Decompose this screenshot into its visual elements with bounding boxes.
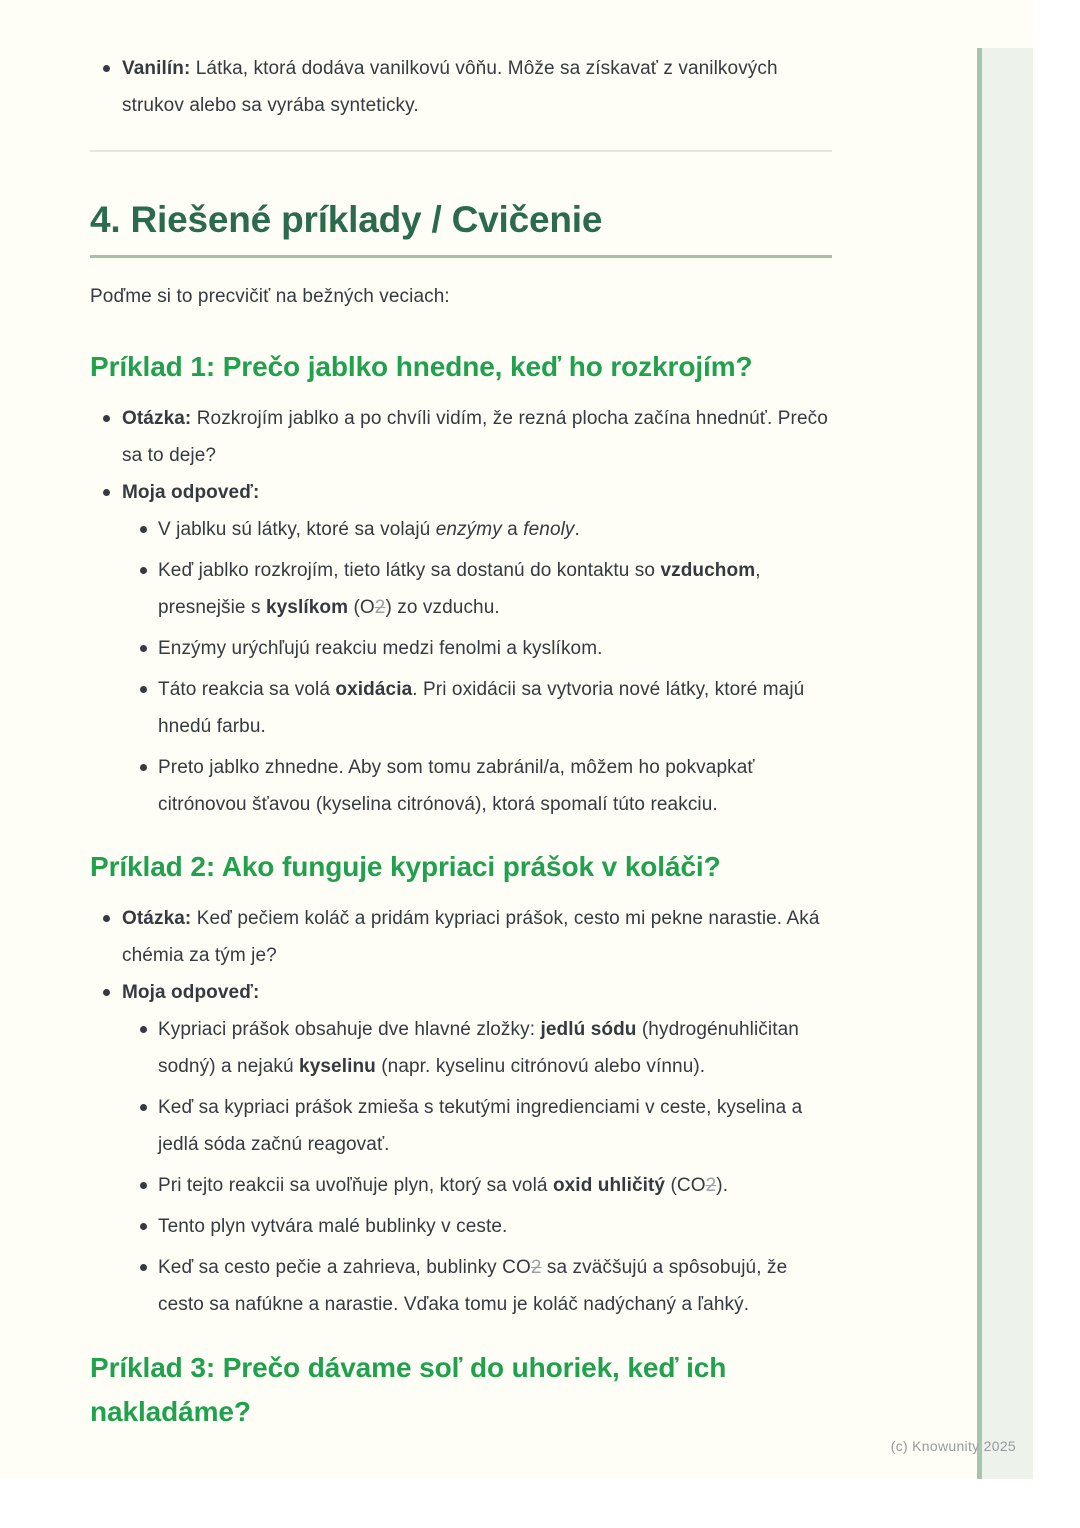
plain-text: (CO [665,1175,706,1196]
plain-text: ). [716,1175,729,1196]
section-title: 4. Riešené príklady / Cvičenie [90,199,603,240]
answer-point [122,1208,832,1245]
answer-label [122,474,832,511]
struck-subscript: 2 [374,597,386,618]
bullet-dot [140,645,147,652]
bold-text: oxidácia [335,679,413,700]
page-edge-strip [977,48,1033,1479]
plain-text: sa zväčšujú a spôsobujú, že cesto sa nafúkne a narastie. Vďaka tomu je koláč nadýchaný a ľahký. [158,1257,788,1315]
answer-point [122,671,832,745]
plain-text: (napr. kyselinu citrónovú alebo vínnu). [375,1056,706,1077]
bullet-dot [103,489,110,496]
bold-text: Vanilín: [122,58,191,79]
answer-label [122,974,832,1011]
bullet-dot [140,1223,147,1230]
lead-paragraph: Poďme si to precvičiť na bežných veciach: [90,286,450,307]
question-item [90,400,832,474]
bold-text: kyslíkom [265,597,349,618]
plain-text: (hydrogénuhličitan sodný) a nejakú [158,1019,799,1077]
example-2-title: Príklad 2: Ako funguje kypriaci prášok v koláči? [90,851,721,882]
plain-text: , presnejšie s [158,560,761,618]
plain-text: Rozkrojím jablko a po chvíli vidím, že rezná plocha začína hnednúť. Prečo sa to deje? [122,408,828,466]
bold-text: Moja odpoveď: [122,982,260,1003]
plain-text: Keď pečiem koláč a pridám kypriaci prášok, cesto mi pekne narastie. Aká chémia za tým je? [122,908,820,966]
example-3-title: Príklad 3: Prečo dávame soľ do uhoriek, keď ich nakladáme? [90,1352,727,1427]
plain-text: Keď jablko rozkrojím, tieto látky sa dostanú do kontaktu so [158,560,661,581]
section-divider [90,150,832,152]
bullet-dot [140,567,147,574]
bullet-dot [140,764,147,771]
answer-point [122,511,832,548]
answer-item [90,474,832,827]
content-area [90,0,832,1434]
bullet-dot [140,1264,147,1271]
answer-text [158,630,832,667]
plain-text: Tento plyn vytvára malé bublinky v ceste. [158,1216,508,1237]
bullet-dot [140,526,147,533]
bullet-dot [140,1182,147,1189]
plain-text: (O [348,597,375,618]
bullet-dot [140,686,147,693]
plain-text: . Pri oxidácii sa vytvoria nové látky, ktoré majú hnedú farbu. [158,679,805,737]
bullet-dot [103,989,110,996]
bold-text: Otázka: [122,408,192,429]
bold-text: vzduchom [660,560,756,581]
example-1-list [90,400,832,827]
answer-point [122,749,832,823]
answer-point [122,1089,832,1163]
answer-text [158,1249,832,1323]
answer-text [158,671,832,745]
plain-text: ) zo vzduchu. [385,597,500,618]
plain-text: Látka, ktorá dodáva vanilkovú vôňu. Môže sa získavať z vanilkových strukov alebo sa vyrába synteticky. [122,58,778,116]
answer-text [158,1167,832,1204]
struck-subscript: 2 [705,1175,717,1196]
italic-text: enzýmy [435,519,502,540]
example-1-title: Príklad 1: Prečo jablko hnedne, keď ho rozkrojím? [90,351,753,382]
plain-text: Pri tejto reakcii sa uvoľňuje plyn, ktorý sa volá [158,1175,553,1196]
example-2-list [90,900,832,1327]
bullet-dot [103,415,110,422]
answer-item [90,974,832,1327]
answer-text [158,1208,832,1245]
question-item [90,900,832,974]
plain-text: Táto reakcia sa volá [158,679,336,700]
bold-text: kyselinu [299,1056,376,1077]
answer-sublist [122,1011,832,1323]
bold-text: Otázka: [122,908,192,929]
answer-text [158,1011,832,1085]
answer-text [158,1089,832,1163]
bold-text: jedlú sódu [540,1019,637,1040]
answer-point [122,1011,832,1085]
plain-text: Enzýmy urýchľujú reakciu medzi fenolmi a kyslíkom. [158,638,603,659]
answer-point [122,552,832,626]
plain-text: V jablku sú látky, ktoré sa volajú [158,519,436,540]
answer-text [158,511,832,548]
list-item [90,50,832,124]
question-text [122,900,832,974]
bold-text: Moja odpoveď: [122,482,260,503]
plain-text: a [501,519,524,540]
italic-text: fenoly [523,519,575,540]
answer-sublist [122,511,832,823]
section-title-underline [90,255,832,258]
answer-point [122,1249,832,1323]
answer-point [122,1167,832,1204]
plain-text: Kypriaci prášok obsahuje dve hlavné zložky: [158,1019,541,1040]
answer-text [158,749,832,823]
plain-text: Keď sa kypriaci prášok zmieša s tekutými ingredienciami v ceste, kyselina a jedlá sóda začnú reagovať. [158,1097,803,1155]
copyright-notice: (c) Knowunity 2025 [890,1438,1016,1454]
vanillin-list [90,50,832,124]
plain-text: Keď sa cesto pečie a zahrieva, bublinky CO [158,1257,531,1278]
bold-text: oxid uhličitý [552,1175,666,1196]
bullet-text [122,50,832,124]
plain-text: . [574,519,580,540]
struck-subscript: 2 [530,1257,542,1278]
answer-text [158,552,832,626]
bullet-dot [140,1104,147,1111]
answer-point [122,630,832,667]
bullet-dot [103,65,110,72]
question-text [122,400,832,474]
bullet-dot [140,1026,147,1033]
plain-text: Preto jablko zhnedne. Aby som tomu zabránil/a, môžem ho pokvapkať citrónovou šťavou (kyselina citrónová), ktorá spomalí túto reakciu. [158,757,755,815]
bullet-dot [103,915,110,922]
